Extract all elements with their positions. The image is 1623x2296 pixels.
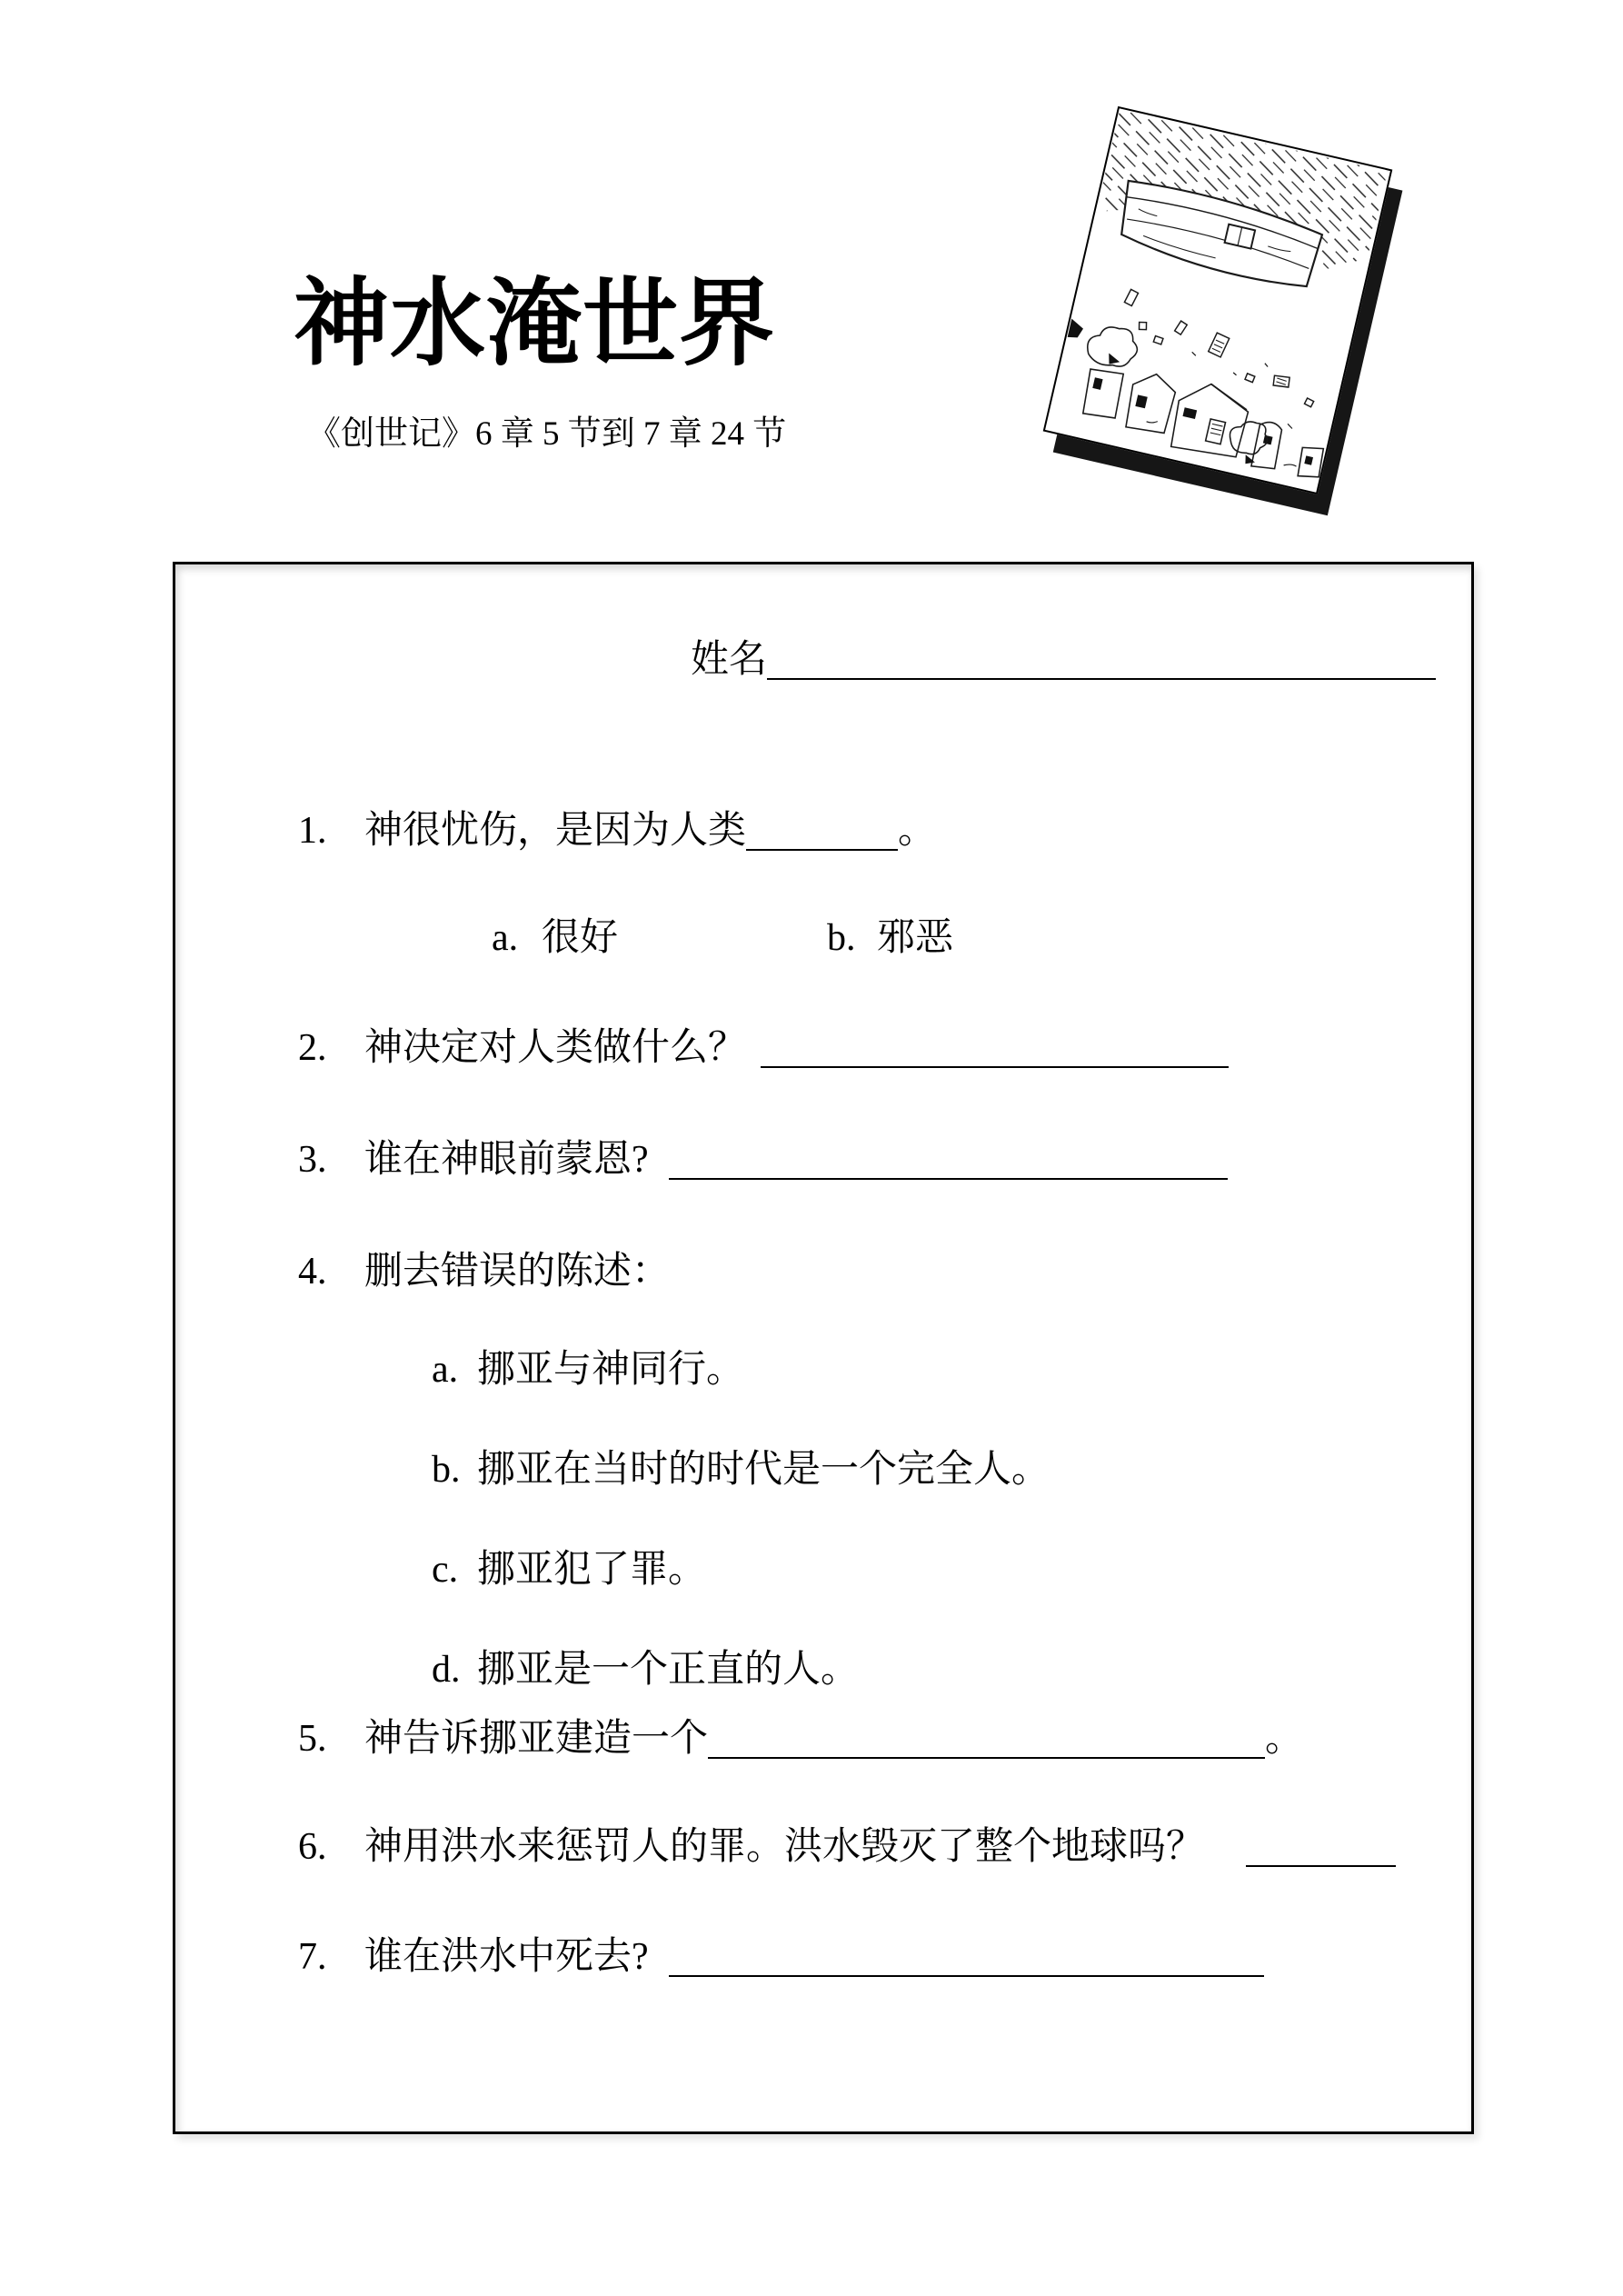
answer-blank-q2[interactable] (761, 1066, 1229, 1068)
answer-blank-q1[interactable] (746, 849, 898, 851)
debris (1111, 289, 1329, 408)
question-text: 谁在神眼前蒙恩? (364, 1139, 649, 1181)
question-number: 6. (298, 1826, 327, 1868)
option-b-letter: b. (432, 1449, 461, 1491)
option-b-letter: b. (827, 917, 856, 959)
question-text: 谁在洪水中死去? (364, 1936, 649, 1978)
option-c-letter: c. (432, 1549, 459, 1591)
answer-blank-q3[interactable] (669, 1178, 1228, 1180)
question-text: 神告诉挪亚建造一个 (364, 1718, 709, 1760)
question-4-option-b (432, 1446, 1050, 1494)
question-suffix: 。 (898, 810, 937, 852)
question-1 (298, 807, 936, 855)
question-number: 2. (298, 1027, 327, 1069)
question-4-option-c (432, 1546, 706, 1594)
question-text: 神决定对人类做什么？ (364, 1027, 747, 1069)
option-d-text: 挪亚是一个正直的人。 (477, 1649, 860, 1691)
question-suffix: 。 (1265, 1718, 1304, 1760)
worksheet-box (173, 562, 1474, 2134)
answer-blank-q6[interactable] (1246, 1865, 1396, 1867)
question-4-option-d (432, 1646, 859, 1694)
question-number: 3. (298, 1139, 327, 1181)
question-number: 5. (298, 1718, 327, 1760)
question-7 (298, 1933, 1264, 1982)
option-c-text: 挪亚犯了罪。 (477, 1549, 707, 1591)
question-2 (298, 1024, 1229, 1073)
question-text: 神很忧伤，是因为人类 (364, 810, 747, 852)
question-number: 1. (298, 810, 327, 852)
question-4 (298, 1248, 670, 1296)
page-subtitle: 《创世记》6 章 5 节到 7 章 24 节 (307, 415, 787, 453)
answer-blank-q7[interactable] (669, 1975, 1264, 1977)
option-a (492, 914, 618, 963)
name-row (691, 636, 1436, 684)
question-text: 神用洪水来惩罚人的罪。洪水毁灭了整个地球吗？ (364, 1826, 1205, 1868)
question-number: 4. (298, 1251, 327, 1293)
question-text: 删去错误的陈述： (364, 1251, 671, 1293)
question-number: 7. (298, 1936, 327, 1978)
option-a-text: 挪亚与神同行。 (477, 1349, 745, 1391)
option-d-letter: d. (432, 1649, 461, 1691)
option-b-text: 邪恶 (877, 917, 954, 959)
name-label: 姓名 (691, 639, 768, 681)
question-5 (298, 1715, 1303, 1763)
name-blank[interactable] (767, 678, 1436, 680)
ark-illustration (1043, 106, 1393, 494)
page-title: 神水淹世界 (294, 271, 776, 377)
option-a-text: 很好 (542, 917, 619, 959)
option-b-text: 挪亚在当时的时代是一个完全人。 (477, 1449, 1050, 1491)
option-b (827, 914, 953, 963)
option-a-letter: a. (492, 917, 519, 959)
answer-blank-q5[interactable] (708, 1757, 1265, 1759)
question-4-option-a (432, 1346, 744, 1394)
question-3 (298, 1136, 1228, 1184)
question-6 (298, 1823, 1396, 1872)
option-a-letter: a. (432, 1349, 459, 1391)
